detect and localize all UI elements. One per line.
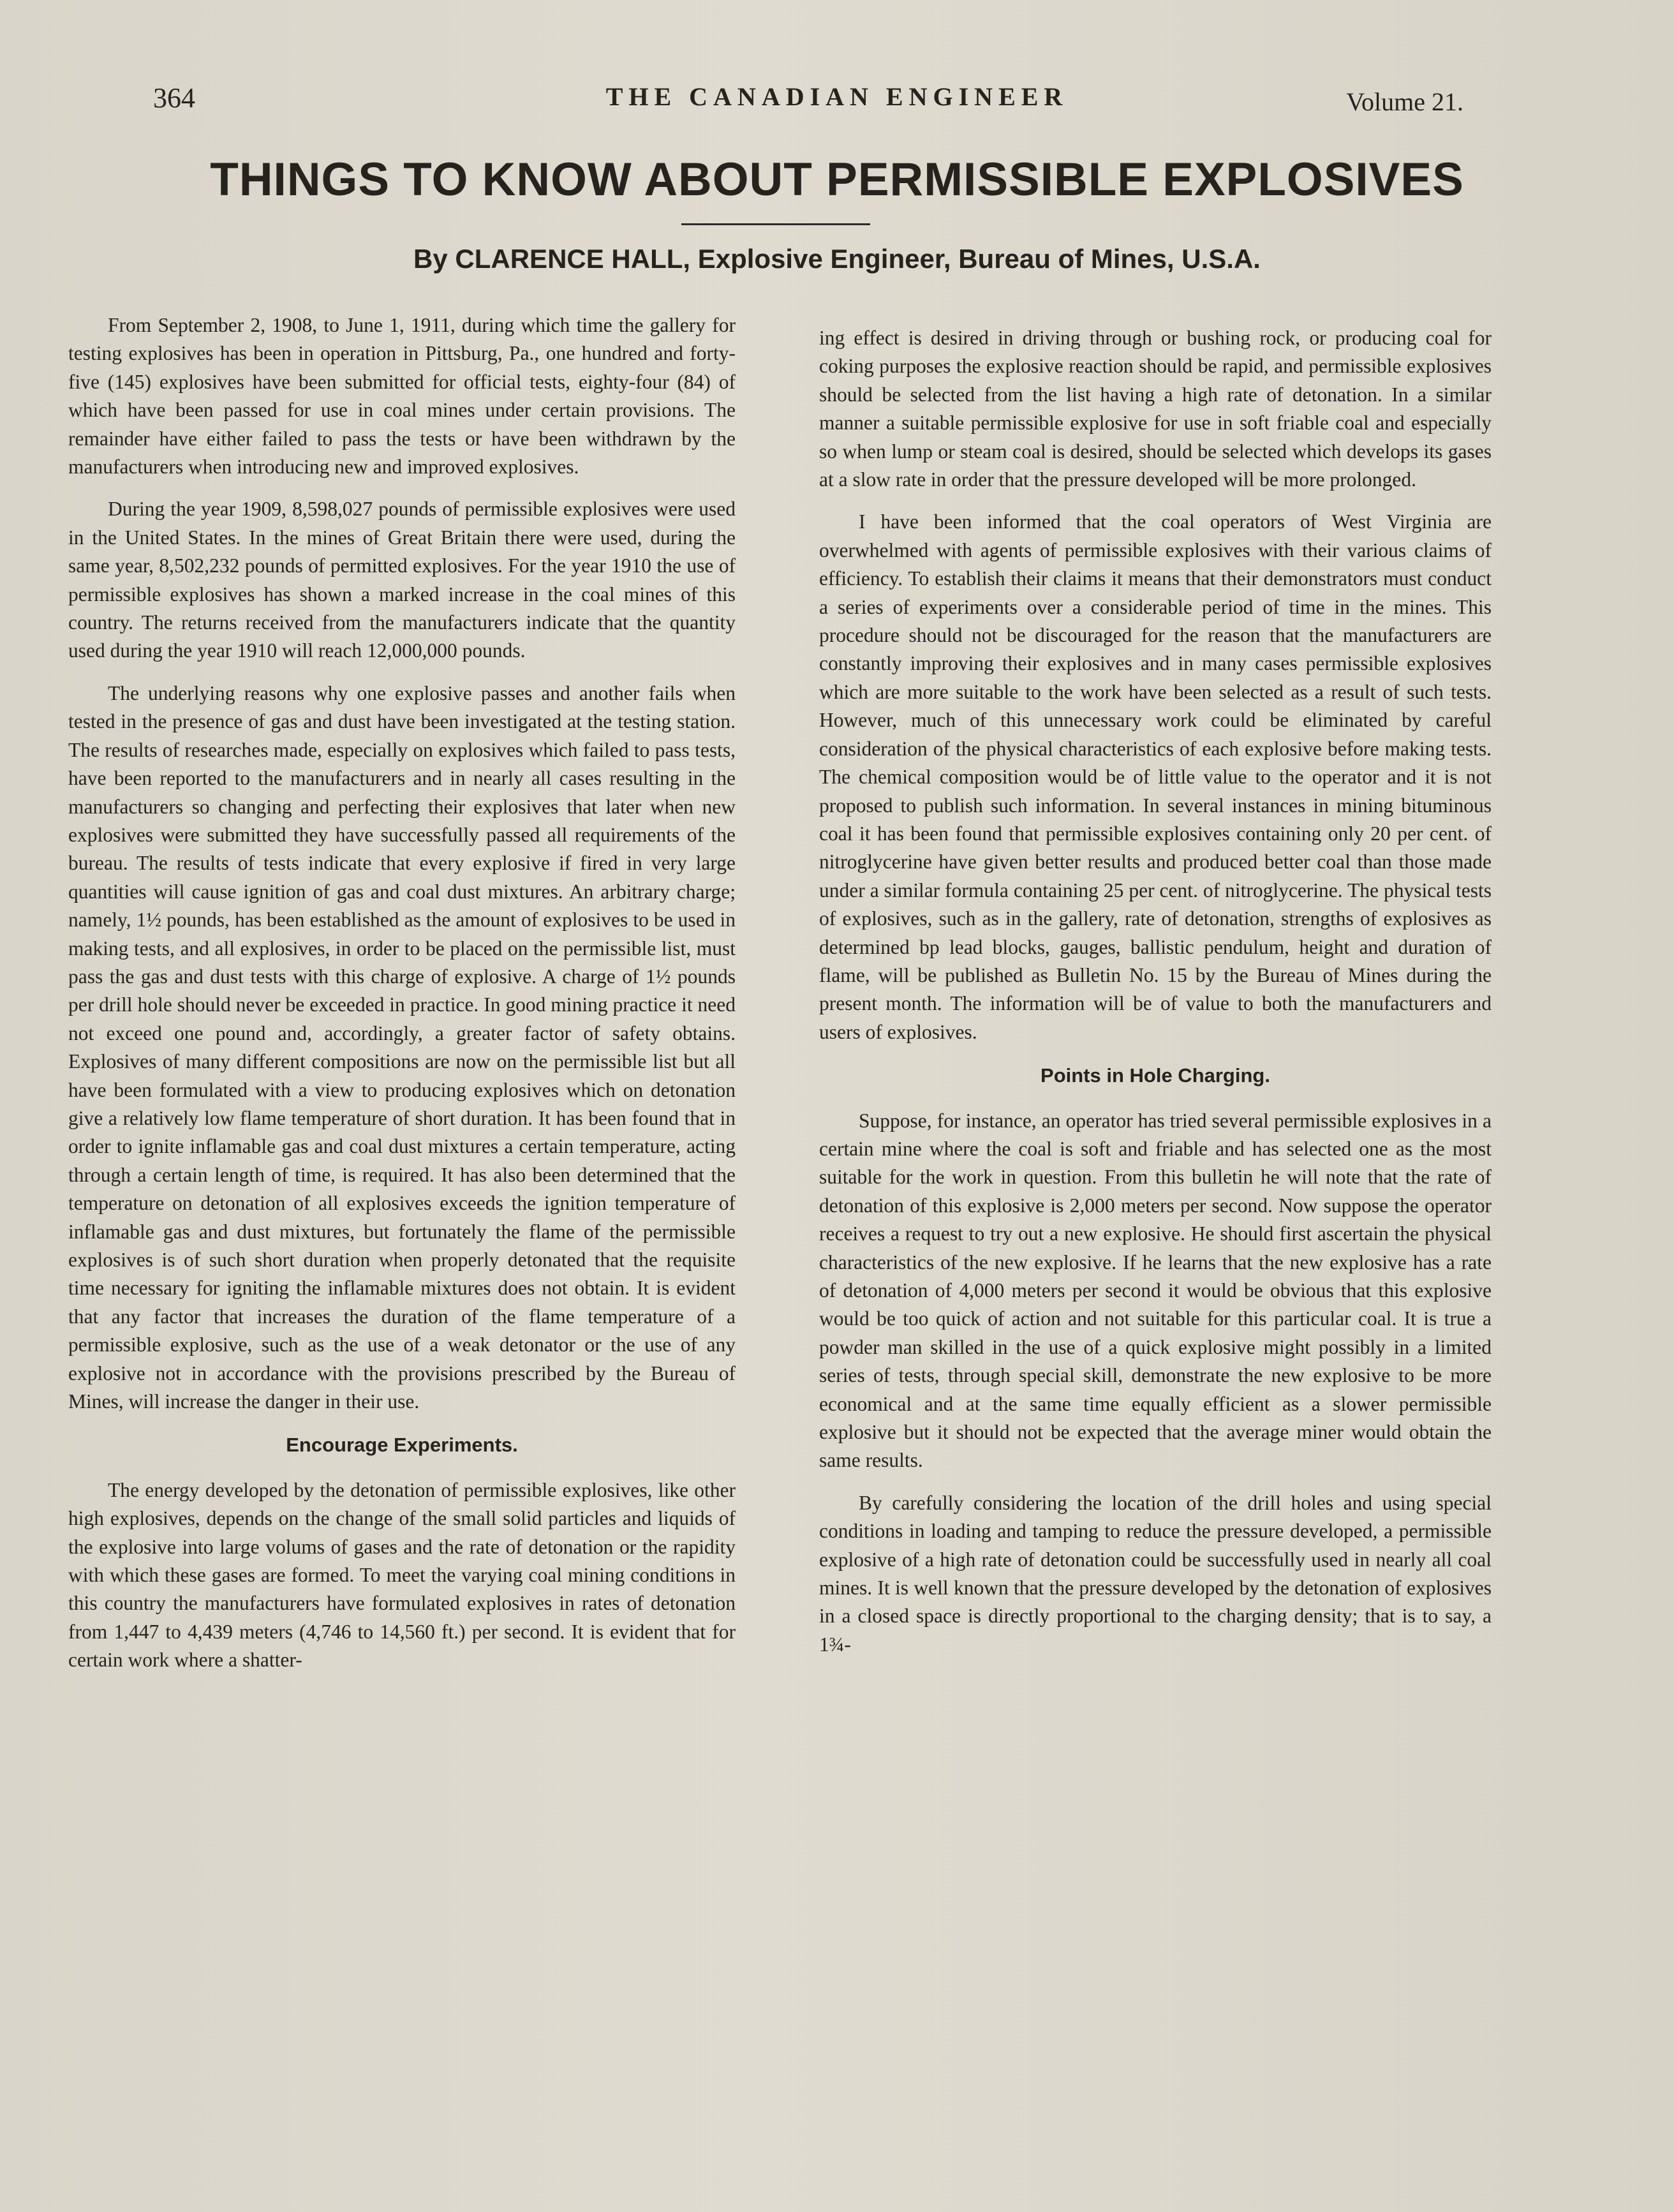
journal-title: THE CANADIAN ENGINEER: [605, 82, 1069, 111]
right-column: [819, 324, 1492, 1673]
paragraph: During the year 1909, 8,598,027 pounds of permissible explosives were used in the United States. In the mines of Great Britain there were used, during the same year, 8,502,232 pounds of permitted explosives. For the year 1910 the use of permissible explosives has shown a marked increase in the coal mines of this country. The returns received from the manufacturers indicate that the quantity used during the year 1910 will reach 12,000,000 pounds.: [68, 498, 736, 662]
paragraph: From September 2, 1908, to June 1, 1911, during which time the gallery for testing explosives has been in operation in Pittsburg, Pa., one hundred and forty-five (145) explosives have been submitted for official tests, eighty-four (84) of which have been passed for use in coal mines under certain provisions. The remainder have either failed to pass the tests or have been withdrawn by the manufacturers when introducing new and improved explosives.: [68, 314, 736, 479]
paragraph: ing effect is desired in driving through or bushing rock, or producing coal for coking purposes the explosive reaction should be rapid, and permissible explosives should be selected from the list having a high rate of detonation. In a similar manner a suitable permissible explosive for use in soft friable coal and especially so when lump or steam coal is desired, should be selected which develops its gases at a slow rate in order that the pressure developed will be more prolonged.: [819, 327, 1492, 491]
section-heading: Encourage Experiments.: [286, 1434, 518, 1457]
paragraph: By carefully considering the location of the drill holes and using special conditions in loading and tamping to reduce the pressure developed, a permissible explosive of a high rate of detonation could be successfully used in nearly all coal mines. It is well known that the pressure developed by the detonation of explosives in a closed space is directly proportional to the charging density; that is to say, a 1¾-: [819, 1491, 1492, 1656]
paragraph: The underlying reasons why one explosive passes and another fails when tested in the presence of gas and dust have been investigated at the testing station. The results of researches made, especially on explosives which failed to pass tests, have been reported to the manufacturers and in nearly all cases resulting in the manufacturers so changing and perfecting their explosives that later when new explosives were submitted they have successfully passed all requirements of the bureau. The results of tests indicate that every explosive if fired in very large quantities will cause ignition of gas and coal dust mixtures. An arbitrary charge; namely, 1½ pounds, has been established as the amount of explosives to be used in making tests, and all explosives, in order to be placed on the permissible list, must pass the gas and dust tests with this charge of explosive. A charge of 1½ pounds per drill hole should never be exceeded in practice. In good mining practice it need not exceed one pound and, accordingly, a greater factor of safety obtains. Explosives of many different compositions are now on the permissible list but all have been formulated with a view to producing explosives which on detonation give a relatively low flame temperature of short duration. It has been found that in order to ignite inflamable gas and coal dust mixtures a certain temperature, acting through a certain length of time, is required. It has also been determined that the temperature on detonation of all explosives exceeds the ignition temperature of inflamable gas and dust mixtures, but fortunately the flame of the permissible explosives is of such short duration when properly detonated that the requisite time necessary for igniting the inflamable mixtures does not obtain. It is evident that any factor that increases the duration of the flame temperature of a permissible explosive, such as the use of a weak detonator or the use of any explosive not in accordance with the provisions prescribed by the Bureau of Mines, will increase the danger in their use.: [68, 681, 736, 1413]
running-head: [0, 82, 1674, 120]
page-number: 364: [153, 82, 195, 114]
paragraph: I have been informed that the coal operators of West Virginia are overwhelmed with agents of permissible explosives with their various claims of efficiency. To establish their claims it means that their demonstrators must conduct a series of experiments over a considerable period of time in the mines. This procedure should not be discouraged for the reason that the manufacturers are constantly improving their explosives and in many cases permissible explosives which are more suitable to the work have been selected as a result of such tests. However, much of this unnecessary work could be eliminated by careful consideration of the physical characteristics of each explosive before making tests. The chemical composition would be of little value to the operator and it is not proposed to publish such information. In several instances in mining bituminous coal it has been found that permissible explosives containing only 20 per cent. of nitroglycerine have given better results and produced better coal than those made under a similar formula containing 25 per cent. of nitroglycerine. The physical tests of explosives, such as in the gallery, rate of detonation, strengths of explosives as determined bp lead blocks, gauges, ballistic pendulum, height and duration of flame, will be published as Bulletin No. 15 by the Bureau of Mines during the present month. The information will be of value to both the manufacturers and users of explosives.: [819, 510, 1492, 1043]
section-heading: Points in Hole Charging.: [1041, 1064, 1270, 1087]
article-title: THINGS TO KNOW ABOUT PERMISSIBLE EXPLOSIVES: [210, 154, 1464, 205]
left-column: [68, 311, 736, 1689]
article-byline: By CLARENCE HALL, Explosive Engineer, Bureau of Mines, U.S.A.: [413, 244, 1261, 274]
title-divider: [681, 223, 870, 225]
volume-label: Volume 21.: [1346, 87, 1463, 116]
paragraph: The energy developed by the detonation of permissible explosives, like other high explosives, depends on the change of the small solid particles and liquids of the explosive into large volums of gases and the rate of detonation or the rapidity with which these gases are formed. To meet the varying coal mining conditions in this country the manufacturers have formulated explosives in rates of detonation from 1,447 to 4,439 meters (4,746 to 14,560 ft.) per second. It is evident that for certain work where a shatter-: [68, 1478, 736, 1672]
paragraph: Suppose, for instance, an operator has tried several permissible explosives in a certain mine where the coal is soft and friable and has selected one as the most suitable for the work in question. From this bulletin he will note that the rate of detonation of this explosive is 2,000 meters per second. Now suppose the operator receives a request to try out a new explosive. He should first ascertain the physical characteristics of the new explosive. If he learns that the new explosive has a rate of detonation of 4,000 meters per second it would be obvious that this explosive would be too quick of action and not suitable for this particular coal. It is true a powder man skilled in the use of a quick explosive might possibly in a limited series of tests, through special skill, demonstrate the new explosive to be more economical and at the same time equally efficient as a slower permissible explosive but it should not be expected that the average miner would obtain the same results.: [819, 1109, 1492, 1472]
